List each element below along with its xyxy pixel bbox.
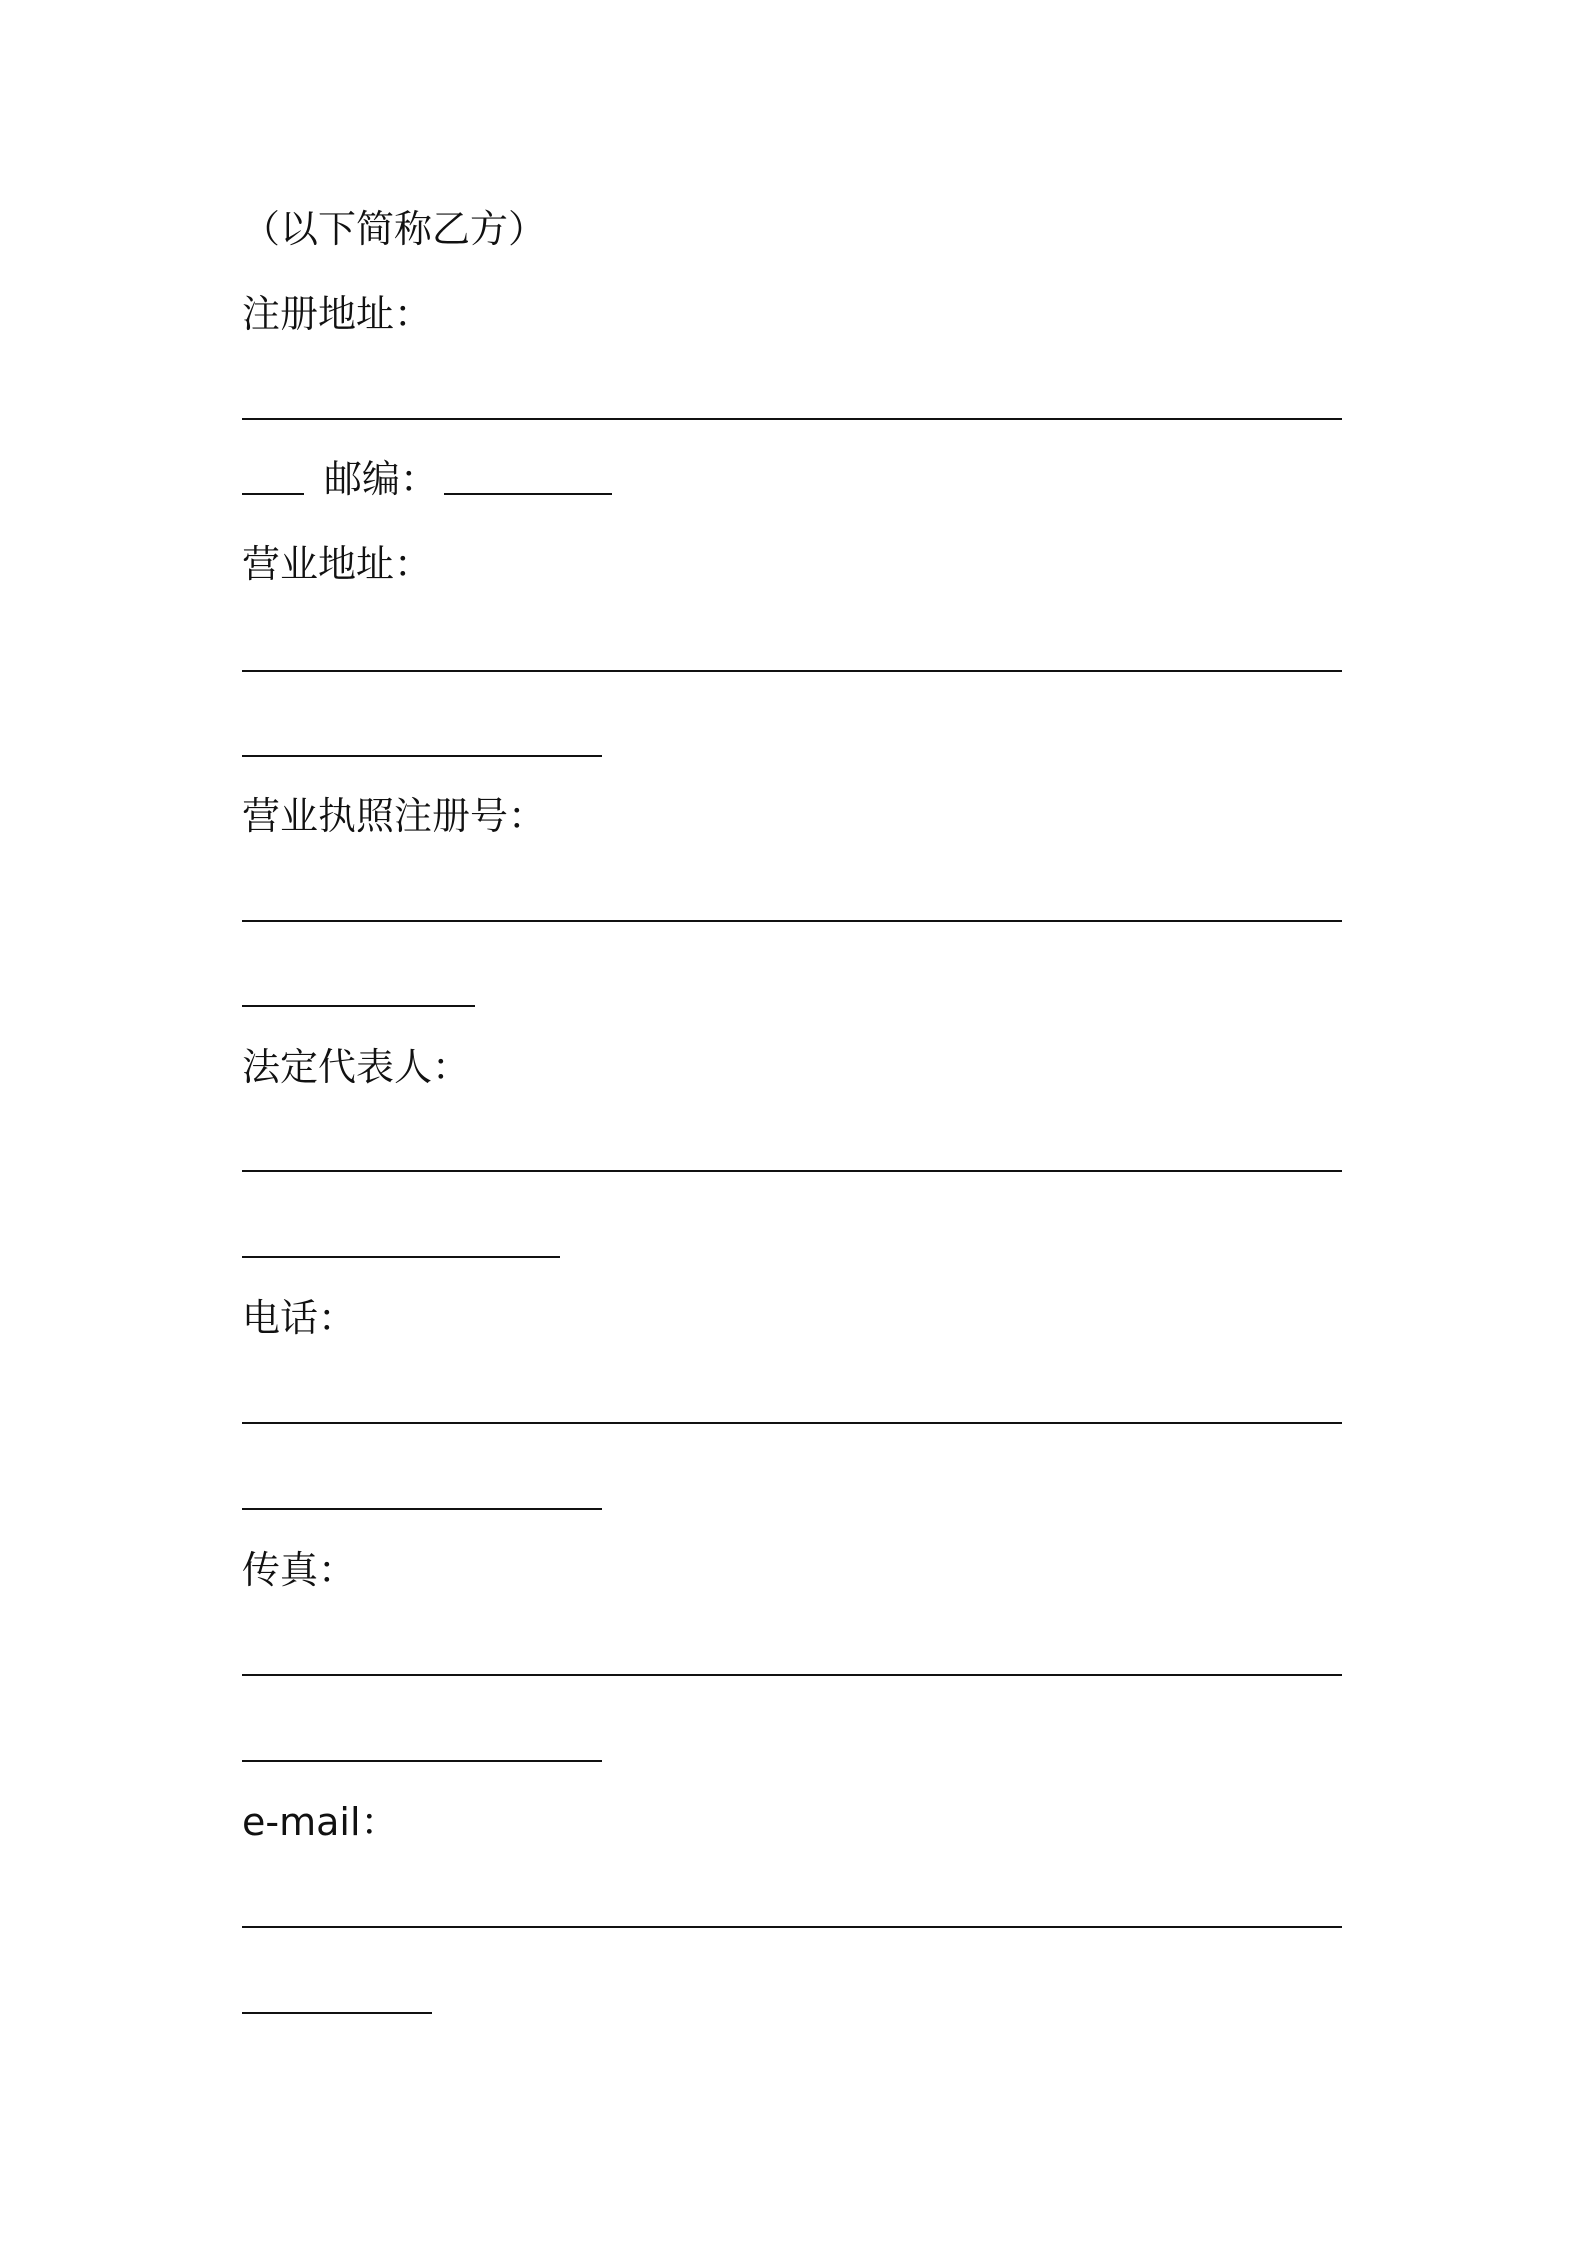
postal-code-label: 邮编： [324,457,439,501]
business-address-label: 营业地址： [242,542,433,586]
phone-blank-line-2[interactable] [242,1508,602,1510]
legal-representative-label: 法定代表人： [242,1045,471,1089]
license-number-blank-line-2[interactable] [242,1005,475,1007]
legal-representative-blank-line-2[interactable] [242,1256,560,1258]
email-blank-line-1[interactable] [242,1926,1342,1928]
phone-blank-line-1[interactable] [242,1422,1342,1424]
fax-blank-line-2[interactable] [242,1760,602,1762]
legal-representative-blank-line-1[interactable] [242,1170,1342,1172]
postal-code-row [242,455,612,503]
license-number-blank-line-1[interactable] [242,920,1342,922]
postal-code-blank[interactable] [444,493,612,497]
phone-label: 电话： [242,1296,357,1340]
email-label: e-mail： [242,1800,399,1844]
fax-label: 传真： [242,1548,357,1592]
license-number-label: 营业执照注册号： [242,794,547,838]
party-note: （以下简称乙方） [242,207,547,251]
registered-address-blank-line-1[interactable] [242,418,1342,420]
registered-address-label: 注册地址： [242,292,433,336]
business-address-blank-line-1[interactable] [242,670,1342,672]
fax-blank-line-1[interactable] [242,1674,1342,1676]
business-address-blank-line-2[interactable] [242,755,602,757]
email-blank-line-2[interactable] [242,2012,432,2014]
registered-address-blank-line-2[interactable] [242,493,304,497]
